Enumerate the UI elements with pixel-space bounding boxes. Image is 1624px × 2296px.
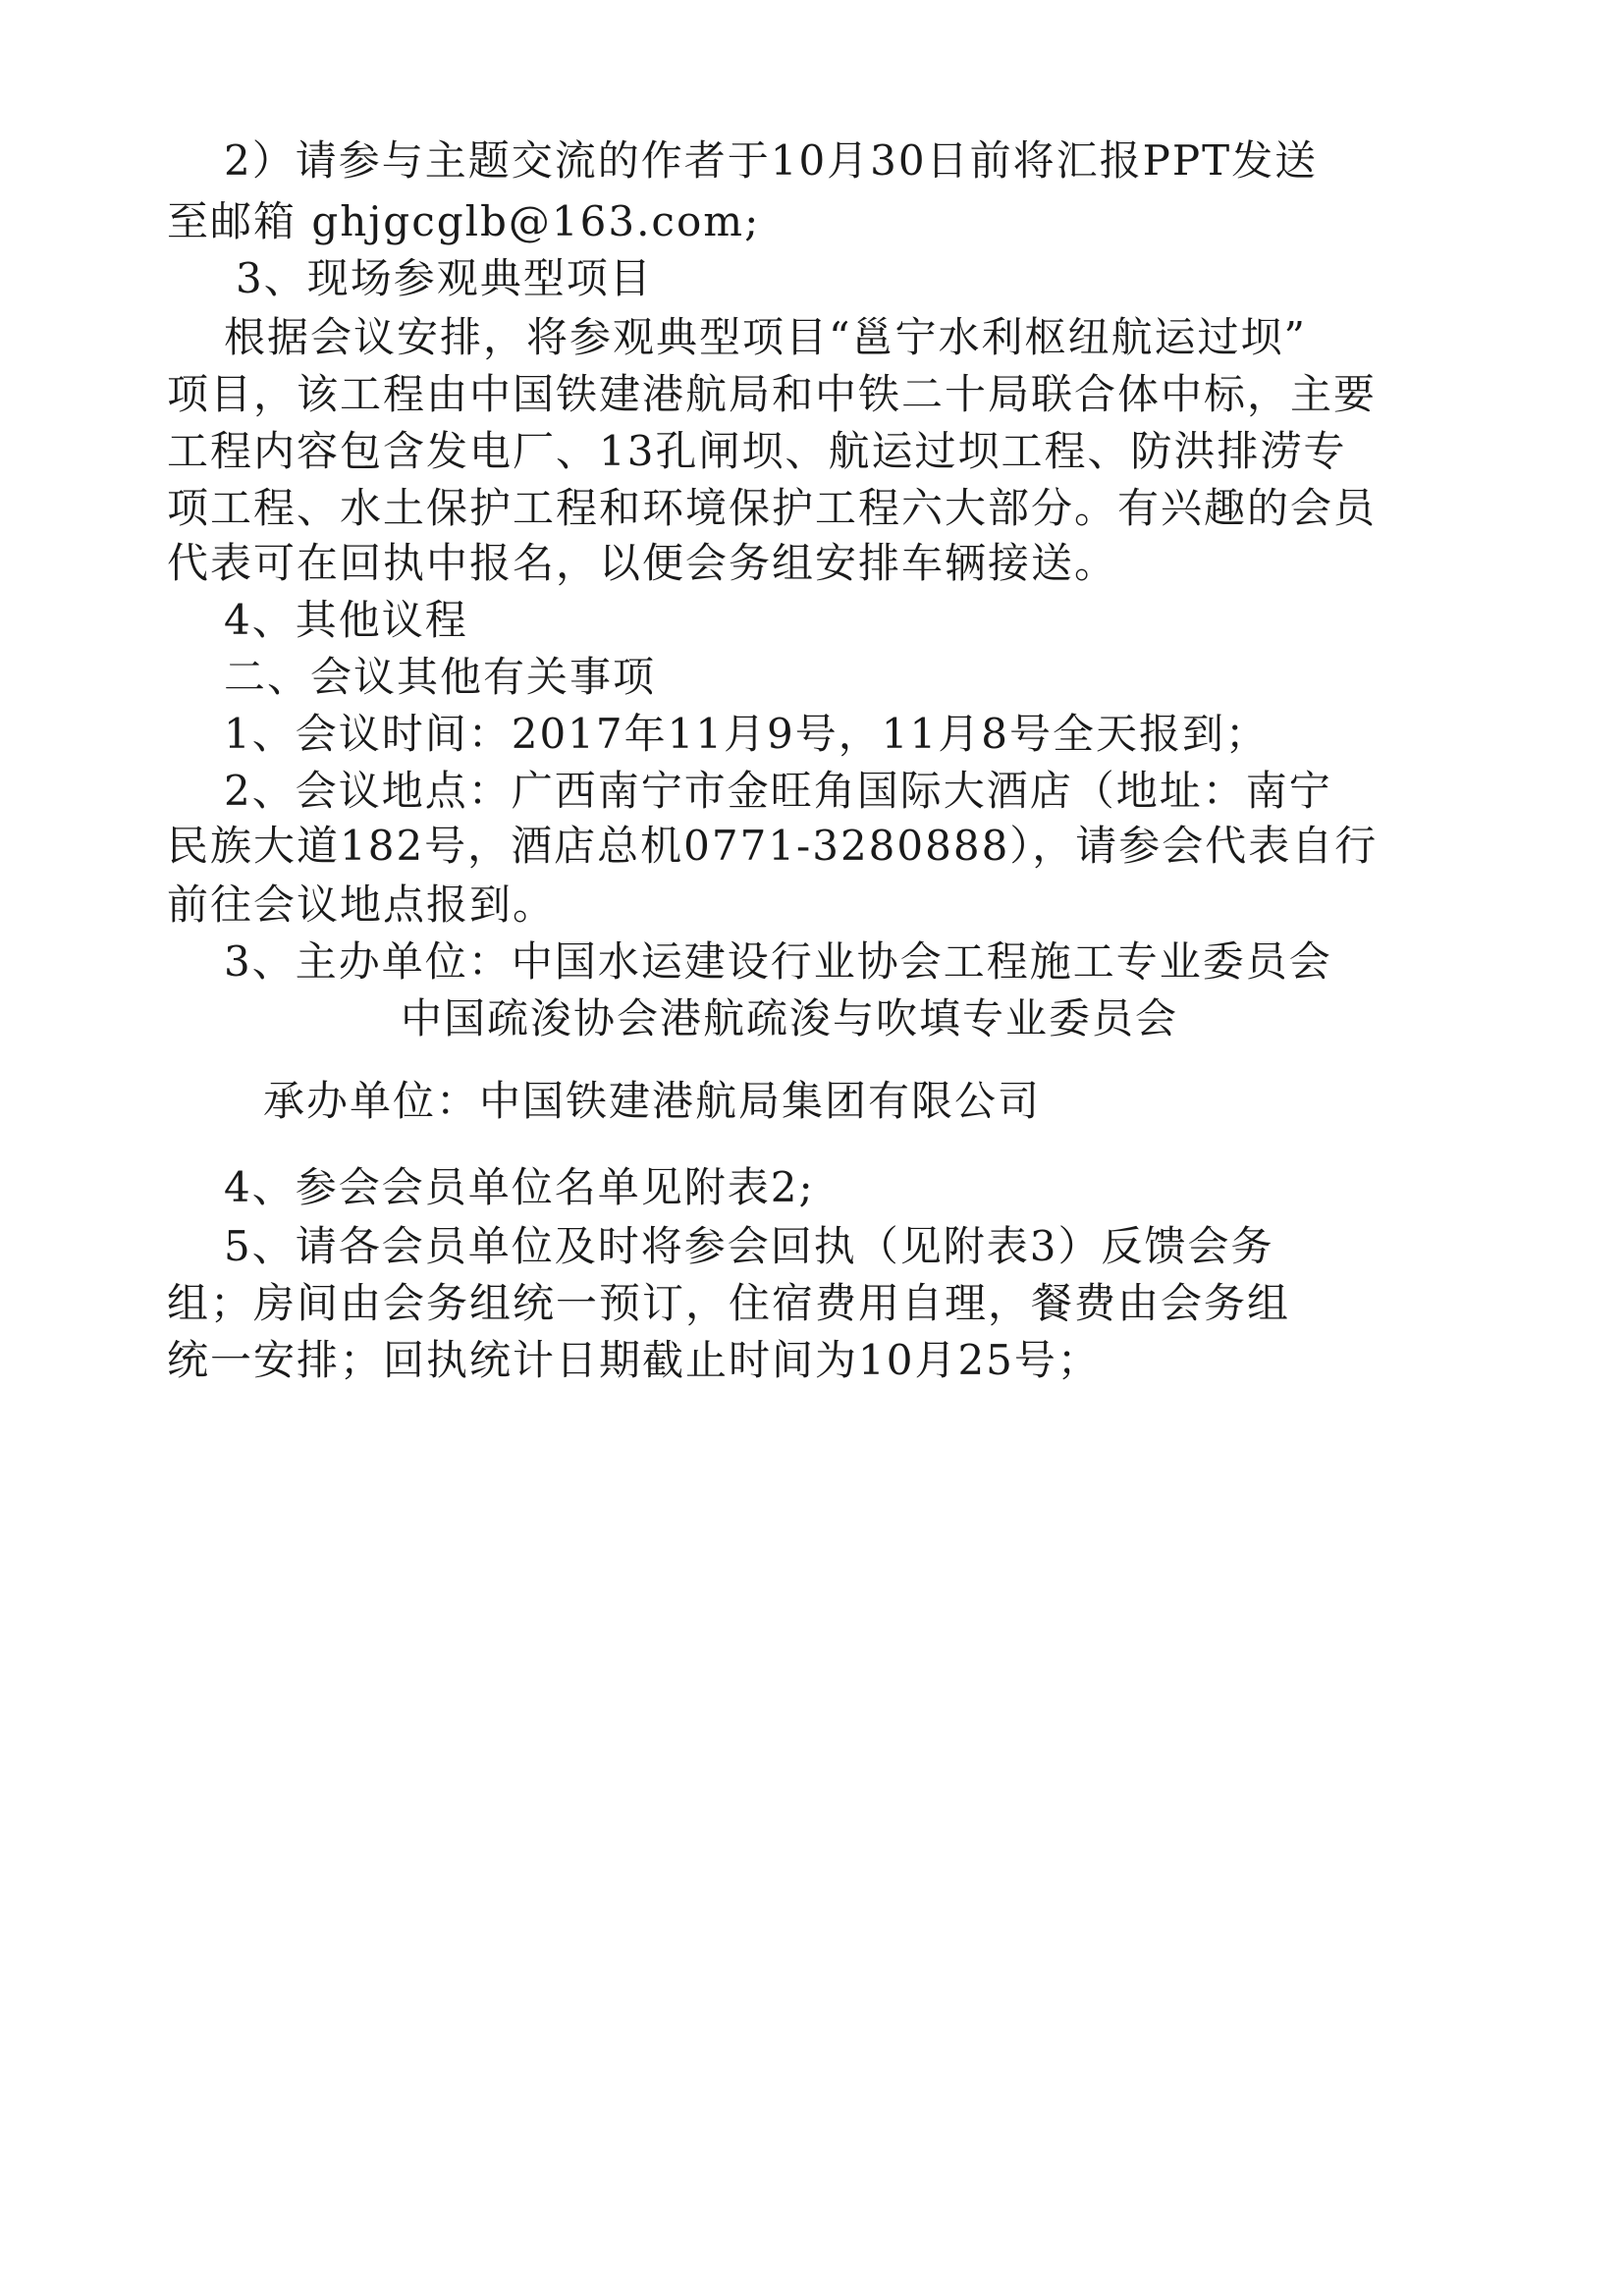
list-item-continuation: 组；房间由会务组统一预订，住宿费用自理，餐费由会务组: [167, 1279, 1291, 1327]
paragraph-line: 工程内容包含发电厂、13孔闸坝、航运过坝工程、防洪排涝专: [167, 427, 1347, 475]
section-heading: 二、会议其他有关事项: [224, 653, 657, 701]
list-item-continuation: 民族大道182号，酒店总机0771-3280888），请参会代表自行: [167, 822, 1379, 870]
list-item: 2、会议地点：广西南宁市金旺角国际大酒店（地址：南宁: [224, 767, 1332, 815]
paragraph-line: 根据会议安排，将参观典型项目“邕宁水利枢纽航运过坝”: [224, 313, 1307, 361]
paragraph-line: 项目，该工程由中国铁建港航局和中铁二十局联合体中标，主要: [167, 370, 1378, 418]
paragraph-line: 至邮箱 ghjgcglb@163.com;: [167, 197, 761, 245]
section-heading: 4、其他议程: [224, 596, 468, 644]
paragraph-line: 代表可在回执中报名，以便会务组安排车辆接送。: [167, 539, 1118, 587]
paragraph-line: 项工程、水土保护工程和环境保护工程六大部分。有兴趣的会员: [167, 484, 1378, 532]
list-item-continuation: 前往会议地点报到。: [167, 881, 557, 929]
list-item-continuation: 承办单位：中国铁建港航局集团有限公司: [263, 1077, 1042, 1125]
section-heading: 3、现场参观典型项目: [236, 254, 653, 302]
list-item-continuation: 统一安排；回执统计日期截止时间为10月25号；: [167, 1336, 1101, 1384]
list-item: 1、会议时间：2017年11月9号，11月8号全天报到；: [224, 710, 1269, 758]
list-item: 5、请各会员单位及时将参会回执（见附表3）反馈会务: [224, 1222, 1274, 1270]
list-item-continuation: 中国疏浚协会港航疏浚与吹填专业委员会: [401, 994, 1179, 1042]
paragraph-line: 2）请参与主题交流的作者于10月30日前将汇报PPT发送: [224, 136, 1319, 185]
list-item: 3、主办单位：中国水运建设行业协会工程施工专业委员会: [224, 937, 1332, 986]
list-item: 4、参会会员单位名单见附表2;: [224, 1163, 815, 1211]
